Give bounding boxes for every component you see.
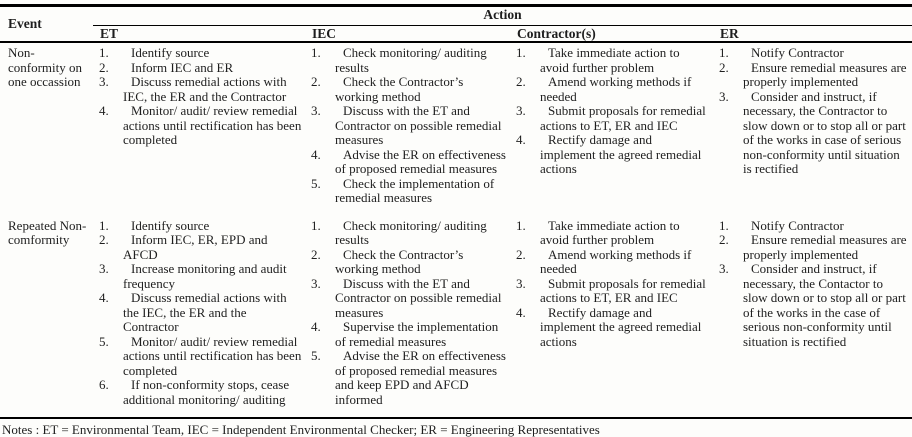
list-item [99,262,302,291]
item-text: Take immediate action to avoid further problem [540,217,680,247]
list-item [311,148,507,177]
event-cell-repeated: Repeated Non-comformity [8,217,87,247]
column-header-event: Event [0,7,93,43]
list-item [719,61,909,90]
item-text: Inform IEC, ER, EPD and AFCD [123,232,268,262]
item-text: Amend working methods if needed [540,246,692,276]
item-text: Check the Contractor’s working method [335,74,464,104]
list-item [311,75,507,104]
column-header-contractor: Contractor(s) [510,26,713,43]
list-item [99,61,302,76]
item-number: 1. [719,217,729,233]
item-text: Discuss remedial actions with IEC, the ER and the Contractor [123,74,287,104]
list-item [719,262,909,349]
item-text: Check monitoring/ auditing results [335,45,487,75]
item-number: 2. [99,59,109,75]
column-header-et: ET [93,26,305,43]
list-item [516,248,710,277]
item-number: 5. [311,175,321,191]
item-number: 2. [311,246,321,262]
item-number: 2. [719,59,729,75]
item-text: Check the implementation of remedial measures [335,175,495,205]
item-text: Identify source [131,217,210,233]
item-text: Amend working methods if needed [540,74,692,104]
item-text: If non-conformity stops, cease additional monitoring/ auditing [123,377,290,407]
item-number: 5. [99,333,109,349]
list-item [311,46,507,75]
item-text: Advise the ER on effectiveness of proposed remedial measures and keep EPD and AFCD informed [335,348,506,407]
list-item [99,75,302,104]
list-item [99,219,302,234]
item-number: 3. [516,275,526,291]
et-actions-repeated [93,216,305,418]
er-actions-nonconformity [713,43,912,216]
list-item [99,378,302,407]
item-text: Rectify damage and implement the agreed remedial actions [540,132,702,176]
item-text: Discuss with the ET and Contractor on possible remedial measures [335,275,502,320]
item-number: 3. [719,261,729,276]
list-item [516,219,710,248]
list-item [516,104,710,133]
table-notes: Notes : ET = Environmental Team, IEC = Independent Environmental Checker; ER = Engineering Representatives [0,417,912,437]
list-item [99,291,302,335]
list-item [719,46,909,61]
list-item [311,177,507,206]
item-text: Submit proposals for remedial actions to ET, ER and IEC [540,275,706,305]
item-text: Ensure remedial measures are properly implemented [743,59,907,89]
item-text: Rectify damage and implement the agreed remedial actions [540,304,702,349]
item-text: Advise the ER on effectiveness of proposed remedial measures [335,146,506,176]
item-number: 3. [311,275,321,291]
list-item [719,90,909,177]
item-text: Monitor/ audit/ review remedial actions until rectification has been completed [123,333,302,378]
item-number: 4. [99,290,109,305]
list-item [719,219,909,234]
item-number: 4. [311,319,321,334]
event-cell-nonconformity: Non-conformity on one occassion [8,45,83,89]
item-number: 1. [311,45,321,60]
item-number: 5. [311,348,321,363]
item-number: 1. [99,217,109,233]
list-item [99,104,302,148]
item-text: Consider and instruct, if necessary, the Contactor to slow down or to stop all or part of the works in the case of serious non-conformity until situation is rectified [743,261,906,349]
column-header-er: ER [713,26,912,43]
item-number: 3. [99,261,109,276]
er-actions-repeated [713,216,912,418]
item-number: 3. [516,103,526,118]
item-number: 1. [719,45,729,60]
list-item [516,75,710,104]
item-number: 2. [516,246,526,262]
list-item [99,46,302,61]
item-number: 1. [516,217,526,233]
item-text: Identify source [131,45,210,60]
iec-actions-nonconformity [305,43,510,216]
item-text: Check the Contractor’s working method [335,246,464,276]
list-item [719,233,909,262]
item-number: 4. [516,304,526,320]
item-number: 4. [516,132,526,147]
list-item [311,277,507,321]
item-text: Consider and instruct, if necessary, the Contractor to slow down or to stop all or part of the works in case of serious non-conformity until situation is rectified [743,88,906,176]
item-text: Monitor/ audit/ review remedial actions until rectification has been completed [123,103,302,147]
list-item [516,46,710,75]
item-number: 2. [311,74,321,89]
list-item [311,219,507,248]
item-number: 2. [516,74,526,89]
item-number: 1. [516,45,526,60]
list-item [99,233,302,262]
iec-actions-repeated [305,216,510,418]
et-actions-nonconformity [93,43,305,216]
list-item [516,306,710,350]
item-number: 3. [311,103,321,118]
item-text: Discuss remedial actions with the IEC, the ER and the Contractor [123,290,287,334]
item-number: 4. [311,146,321,162]
list-item [516,277,710,306]
item-number: 1. [311,217,321,233]
item-number: 3. [99,74,109,89]
item-text: Discuss with the ET and Contractor on possible remedial measures [335,103,502,147]
list-item [311,104,507,148]
item-text: Submit proposals for remedial actions to ET, ER and IEC [540,103,706,133]
list-item [311,349,507,407]
item-number: 1. [99,45,109,60]
column-header-action: Action [93,7,912,26]
item-number: 6. [99,377,109,392]
item-text: Notify Contractor [751,217,844,233]
list-item [311,248,507,277]
contractor-actions-nonconformity [510,43,713,216]
item-number: 3. [719,88,729,104]
item-number: 2. [719,232,729,247]
item-text: Ensure remedial measures are properly implemented [743,232,907,262]
list-item [99,335,302,379]
item-text: Take immediate action to avoid further problem [540,45,680,75]
item-number: 2. [99,232,109,247]
item-text: Supervise the implementation of remedial measures [335,319,499,349]
contractor-actions-repeated [510,216,713,418]
event-action-table [0,4,912,417]
item-text: Inform IEC and ER [131,59,234,75]
item-text: Notify Contractor [751,45,844,60]
column-header-iec: IEC [305,26,510,43]
item-text: Check monitoring/ auditing results [335,217,487,247]
list-item [311,320,507,349]
item-number: 4. [99,103,109,118]
list-item [516,133,710,177]
item-text: Increase monitoring and audit frequency [123,261,287,291]
